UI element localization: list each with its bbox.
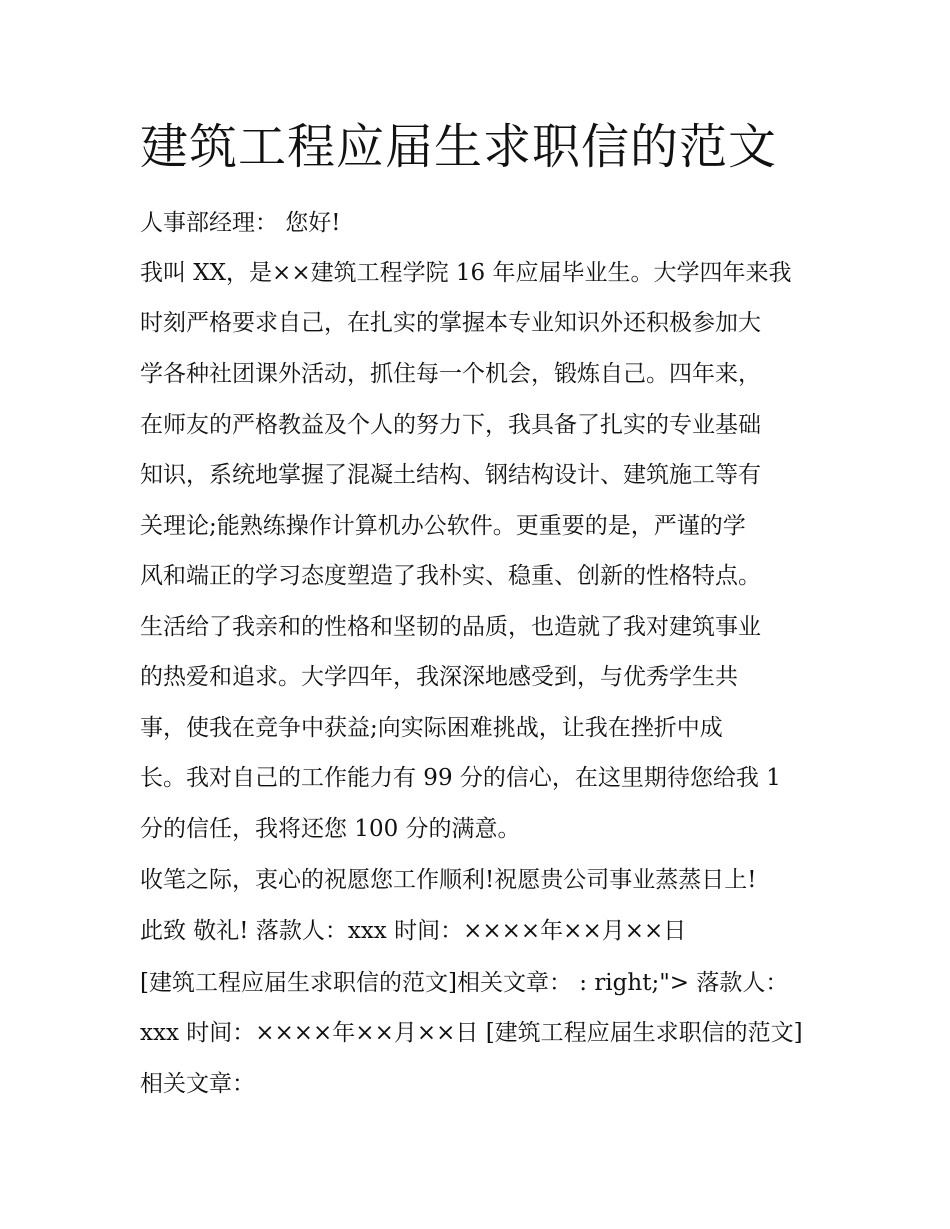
body-line: 知识，系统地掌握了混凝土结构、钢结构设计、建筑施工等有 [140,462,761,488]
body-line: 长。我对自己的工作能力有 99 分的信心，在这里期待您给我 1 [140,765,781,791]
closing-line: 收笔之际，衷心的祝愿您工作顺利!祝愿贵公司事业蒸蒸日上! [140,867,757,893]
body-line: 事，使我在竞争中获益;向实际困难挑战，让我在挫折中成 [140,715,723,741]
salutation-line: 人事部经理： 您好! [140,210,341,236]
body-line: 关理论;能熟练操作计算机办公软件。更重要的是，严谨的学 [140,513,746,539]
body-line: 风和端正的学习态度塑造了我朴实、稳重、创新的性格特点。 [140,563,761,589]
related-articles-line: xxx 时间：××××年××月××日 [建筑工程应届生求职信的范文] [140,1020,803,1046]
body-line: 时刻严格要求自己，在扎实的掌握本专业知识外还积极参加大 [140,310,761,336]
body-line: 学各种社团课外活动，抓住每一个机会，锻炼自己。四年来， [140,361,761,387]
body-line: 的热爱和追求。大学四年，我深深地感受到，与优秀学生共 [140,664,738,690]
body-line: 在师友的严格教益及个人的努力下，我具备了扎实的专业基础 [140,412,761,438]
body-line: 分的信任，我将还您 100 分的满意。 [140,816,521,842]
document-title: 建筑工程应届生求职信的范文 [140,119,778,175]
related-articles-line: 相关文章： [140,1071,255,1097]
related-articles-line: [建筑工程应届生求职信的范文]相关文章： : right;"> 落款人： [140,970,789,996]
signature-line: 此致 敬礼! 落款人：xxx 时间：××××年××月××日 [140,918,687,944]
body-line: 我叫 XX，是××建筑工程学院 16 年应届毕业生。大学四年来我 [140,260,792,286]
body-line: 生活给了我亲和的性格和坚韧的品质，也造就了我对建筑事业 [140,614,761,640]
